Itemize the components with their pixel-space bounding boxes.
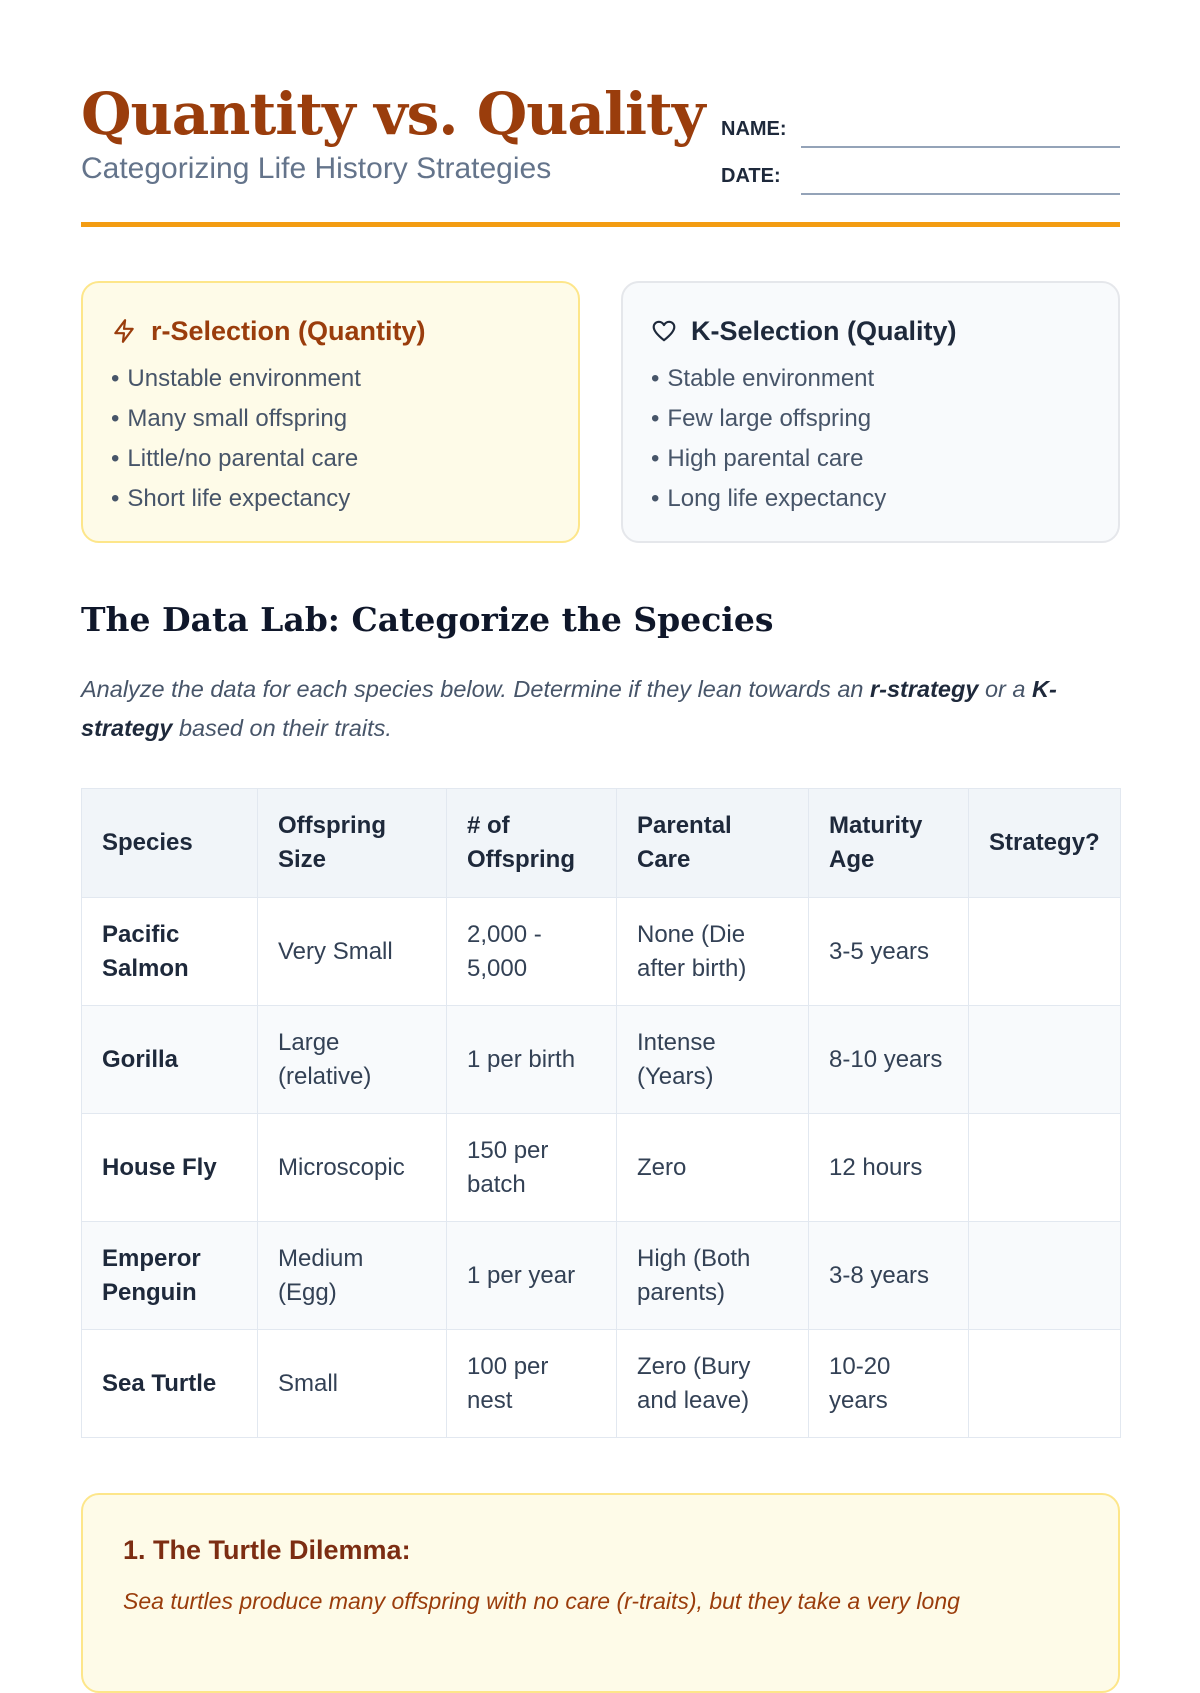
date-label: DATE: (721, 165, 781, 187)
table-cell: Large (relative) (258, 1006, 447, 1114)
list-item: • Few large offspring (651, 399, 1090, 439)
table-cell: Medium (Egg) (258, 1222, 447, 1330)
instructions-mid: or a (978, 676, 1032, 702)
name-label: NAME: (721, 118, 787, 140)
table-cell: 1 per birth (447, 1006, 617, 1114)
table-cell: Very Small (258, 898, 447, 1006)
column-header: # of Offspring (447, 789, 617, 898)
question-box (81, 1493, 1120, 1693)
table-row (82, 1330, 1121, 1438)
species-cell: House Fly (82, 1114, 258, 1222)
k-selection-list (651, 359, 1090, 519)
k-selection-title: K-Selection (Quality) (691, 315, 957, 346)
list-item: • Little/no parental care (111, 439, 550, 479)
table-row (82, 1114, 1121, 1222)
table-cell: Intense (Years) (617, 1006, 809, 1114)
instructions-after: based on their traits. (172, 715, 392, 741)
list-item: • Short life expectancy (111, 479, 550, 519)
strategy-answer-cell[interactable] (969, 1006, 1121, 1114)
worksheet-page (81, 0, 1120, 1614)
date-field[interactable] (721, 155, 1120, 195)
r-selection-card (81, 281, 580, 543)
table-cell: Zero (Bury and leave) (617, 1330, 809, 1438)
table-cell: Zero (617, 1114, 809, 1222)
r-selection-list (111, 359, 550, 519)
table-row (82, 898, 1121, 1006)
column-header: Strategy? (969, 789, 1121, 898)
strategy-answer-cell[interactable] (969, 1222, 1121, 1330)
list-item: • Stable environment (651, 359, 1090, 399)
species-cell: Emperor Penguin (82, 1222, 258, 1330)
list-item: • Unstable environment (111, 359, 550, 399)
list-item: • Many small offspring (111, 399, 550, 439)
table-cell: Small (258, 1330, 447, 1438)
list-item: • Long life expectancy (651, 479, 1090, 519)
instructions-r: r-strategy (870, 676, 979, 702)
column-header: Parental Care (617, 789, 809, 898)
name-line[interactable] (801, 146, 1120, 148)
table-cell: 8-10 years (809, 1006, 969, 1114)
strategy-answer-cell[interactable] (969, 1330, 1121, 1438)
table-cell: 2,000 - 5,000 (447, 898, 617, 1006)
table-cell: 1 per year (447, 1222, 617, 1330)
table-cell: 3-5 years (809, 898, 969, 1006)
list-item: • High parental care (651, 439, 1090, 479)
instructions-before: Analyze the data for each species below. Determine if they lean towards an (81, 676, 871, 702)
table-cell: Microscopic (258, 1114, 447, 1222)
table-cell: 12 hours (809, 1114, 969, 1222)
column-header: Offspring Size (258, 789, 447, 898)
r-selection-title: r-Selection (Quantity) (151, 315, 426, 346)
lightning-icon (111, 318, 137, 344)
heart-icon (651, 318, 677, 344)
name-field[interactable] (721, 108, 1120, 148)
table-cell: 100 per nest (447, 1330, 617, 1438)
species-table (81, 788, 1121, 1438)
instructions-k: K-strategy (81, 676, 1057, 741)
table-row (82, 1222, 1121, 1330)
column-header: Maturity Age (809, 789, 969, 898)
table-cell: 10-20 years (809, 1330, 969, 1438)
page-title: Quantity vs. Quality (81, 80, 705, 148)
table-row (82, 1006, 1121, 1114)
table-header-row (82, 789, 1121, 898)
section-title: The Data Lab: Categorize the Species (81, 600, 774, 639)
strategy-cards (81, 281, 1120, 543)
question-title: 1. The Turtle Dilemma: (123, 1535, 411, 1565)
k-selection-card (621, 281, 1120, 543)
r-selection-header (111, 313, 550, 349)
species-cell: Gorilla (82, 1006, 258, 1114)
instructions (81, 670, 1120, 748)
column-header: Species (82, 789, 258, 898)
species-cell: Pacific Salmon (82, 898, 258, 1006)
table-cell: High (Both parents) (617, 1222, 809, 1330)
table-cell: 3-8 years (809, 1222, 969, 1330)
table-cell: None (Die after birth) (617, 898, 809, 1006)
strategy-answer-cell[interactable] (969, 898, 1121, 1006)
strategy-answer-cell[interactable] (969, 1114, 1121, 1222)
k-selection-header (651, 313, 1090, 349)
page-subtitle: Categorizing Life History Strategies (81, 152, 552, 185)
date-line[interactable] (801, 193, 1120, 195)
species-cell: Sea Turtle (82, 1330, 258, 1438)
worksheet-header (81, 0, 1120, 227)
table-cell: 150 per batch (447, 1114, 617, 1222)
question-text: Sea turtles produce many offspring with no care (r-traits), but they take a very long (123, 1588, 960, 1614)
